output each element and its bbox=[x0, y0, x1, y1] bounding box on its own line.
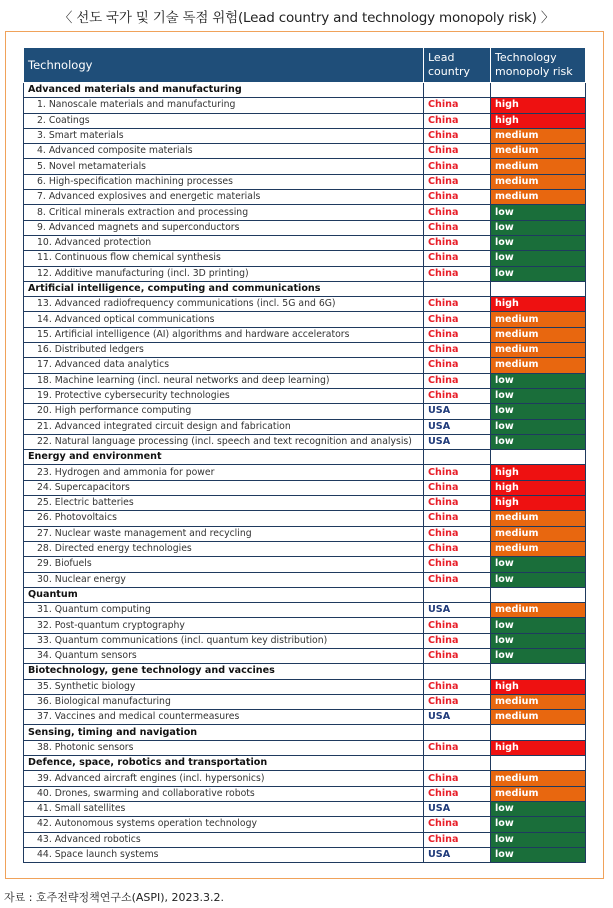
lead-country: China bbox=[424, 266, 491, 281]
technology-name: 32. Post-quantum cryptography bbox=[24, 618, 424, 633]
technology-name: 38. Photonic sensors bbox=[24, 740, 424, 755]
table-row bbox=[24, 404, 586, 419]
category-risk-empty bbox=[491, 587, 586, 602]
lead-country: China bbox=[424, 771, 491, 786]
technology-name: 43. Advanced robotics bbox=[24, 832, 424, 847]
technology-name: 39. Advanced aircraft engines (incl. hypersonics) bbox=[24, 771, 424, 786]
technology-name: 20. High performance computing bbox=[24, 404, 424, 419]
header-lead-country: Lead country bbox=[424, 48, 491, 83]
risk-badge: low bbox=[491, 801, 586, 816]
technology-name: 13. Advanced radiofrequency communications (incl. 5G and 6G) bbox=[24, 297, 424, 312]
table-row bbox=[24, 817, 586, 832]
category-risk-empty bbox=[491, 281, 586, 296]
technology-name: 41. Small satellites bbox=[24, 801, 424, 816]
table-row bbox=[24, 144, 586, 159]
table-row bbox=[24, 128, 586, 143]
lead-country: China bbox=[424, 511, 491, 526]
table-row bbox=[24, 327, 586, 342]
risk-badge: low bbox=[491, 251, 586, 266]
lead-country: China bbox=[424, 832, 491, 847]
technology-name: 21. Advanced integrated circuit design and fabrication bbox=[24, 419, 424, 434]
table-row bbox=[24, 388, 586, 403]
category-risk-empty bbox=[491, 83, 586, 98]
technology-name: 44. Space launch systems bbox=[24, 847, 424, 862]
table-row bbox=[24, 832, 586, 847]
technology-name: 35. Synthetic biology bbox=[24, 679, 424, 694]
category-row bbox=[24, 83, 586, 98]
table-row bbox=[24, 220, 586, 235]
lead-country: China bbox=[424, 694, 491, 709]
risk-badge: medium bbox=[491, 159, 586, 174]
risk-badge: medium bbox=[491, 541, 586, 556]
table-row bbox=[24, 572, 586, 587]
table-row bbox=[24, 205, 586, 220]
risk-badge: medium bbox=[491, 343, 586, 358]
table-row bbox=[24, 419, 586, 434]
technology-name: 23. Hydrogen and ammonia for power bbox=[24, 465, 424, 480]
table-row bbox=[24, 98, 586, 113]
header-technology: Technology bbox=[24, 48, 424, 83]
table-row bbox=[24, 312, 586, 327]
category-country-empty bbox=[424, 587, 491, 602]
category-country-empty bbox=[424, 83, 491, 98]
risk-badge: medium bbox=[491, 312, 586, 327]
category-country-empty bbox=[424, 756, 491, 771]
risk-badge: low bbox=[491, 388, 586, 403]
table-row bbox=[24, 710, 586, 725]
risk-badge: medium bbox=[491, 771, 586, 786]
table-row bbox=[24, 496, 586, 511]
table-row bbox=[24, 251, 586, 266]
risk-badge: low bbox=[491, 648, 586, 663]
category-row bbox=[24, 450, 586, 465]
category-name: Artificial intelligence, computing and communications bbox=[24, 281, 424, 296]
page-title: 〈 선도 국가 및 기술 독점 위험(Lead country and technology monopoly risk) 〉 bbox=[58, 10, 555, 26]
risk-badge: medium bbox=[491, 327, 586, 342]
source-note: 자료 : 호주전략정책연구소(ASPI), 2023.3.2. bbox=[4, 891, 225, 904]
technology-name: 9. Advanced magnets and superconductors bbox=[24, 220, 424, 235]
risk-badge: medium bbox=[491, 174, 586, 189]
table-row bbox=[24, 190, 586, 205]
lead-country: China bbox=[424, 633, 491, 648]
risk-badge: low bbox=[491, 235, 586, 250]
technology-name: 30. Nuclear energy bbox=[24, 572, 424, 587]
risk-badge: high bbox=[491, 480, 586, 495]
lead-country: China bbox=[424, 113, 491, 128]
risk-badge: low bbox=[491, 205, 586, 220]
lead-country: China bbox=[424, 235, 491, 250]
technology-name: 8. Critical minerals extraction and processing bbox=[24, 205, 424, 220]
risk-badge: high bbox=[491, 98, 586, 113]
category-country-empty bbox=[424, 281, 491, 296]
technology-name: 34. Quantum sensors bbox=[24, 648, 424, 663]
table-row bbox=[24, 618, 586, 633]
category-name: Defence, space, robotics and transportation bbox=[24, 756, 424, 771]
technology-name: 3. Smart materials bbox=[24, 128, 424, 143]
technology-name: 40. Drones, swarming and collaborative robots bbox=[24, 786, 424, 801]
category-country-empty bbox=[424, 450, 491, 465]
lead-country: China bbox=[424, 358, 491, 373]
technology-name: 17. Advanced data analytics bbox=[24, 358, 424, 373]
technology-name: 29. Biofuels bbox=[24, 557, 424, 572]
risk-badge: low bbox=[491, 557, 586, 572]
technology-name: 25. Electric batteries bbox=[24, 496, 424, 511]
risk-badge: medium bbox=[491, 144, 586, 159]
lead-country: China bbox=[424, 740, 491, 755]
lead-country: China bbox=[424, 144, 491, 159]
lead-country: China bbox=[424, 817, 491, 832]
table-row bbox=[24, 740, 586, 755]
table-row bbox=[24, 633, 586, 648]
table-row bbox=[24, 113, 586, 128]
risk-badge: high bbox=[491, 740, 586, 755]
technology-name: 31. Quantum computing bbox=[24, 603, 424, 618]
risk-badge: low bbox=[491, 817, 586, 832]
technology-name: 10. Advanced protection bbox=[24, 235, 424, 250]
lead-country: China bbox=[424, 205, 491, 220]
risk-badge: low bbox=[491, 220, 586, 235]
lead-country: China bbox=[424, 679, 491, 694]
technology-name: 27. Nuclear waste management and recycling bbox=[24, 526, 424, 541]
table-row bbox=[24, 343, 586, 358]
lead-country: China bbox=[424, 220, 491, 235]
category-name: Quantum bbox=[24, 587, 424, 602]
technology-name: 37. Vaccines and medical countermeasures bbox=[24, 710, 424, 725]
risk-badge: low bbox=[491, 847, 586, 862]
lead-country: China bbox=[424, 496, 491, 511]
lead-country: China bbox=[424, 572, 491, 587]
lead-country: China bbox=[424, 557, 491, 572]
risk-badge: medium bbox=[491, 358, 586, 373]
risk-badge: low bbox=[491, 419, 586, 434]
table-row bbox=[24, 511, 586, 526]
lead-country: China bbox=[424, 786, 491, 801]
risk-badge: high bbox=[491, 297, 586, 312]
table-body bbox=[24, 83, 586, 863]
lead-country: China bbox=[424, 480, 491, 495]
technology-name: 15. Artificial intelligence (AI) algorithms and hardware accelerators bbox=[24, 327, 424, 342]
technology-name: 36. Biological manufacturing bbox=[24, 694, 424, 709]
technology-name: 24. Supercapacitors bbox=[24, 480, 424, 495]
lead-country: USA bbox=[424, 603, 491, 618]
category-row bbox=[24, 664, 586, 679]
technology-risk-table bbox=[23, 47, 586, 863]
table-row bbox=[24, 526, 586, 541]
risk-badge: medium bbox=[491, 526, 586, 541]
risk-badge: medium bbox=[491, 694, 586, 709]
technology-name: 16. Distributed ledgers bbox=[24, 343, 424, 358]
table-row bbox=[24, 174, 586, 189]
technology-name: 11. Continuous flow chemical synthesis bbox=[24, 251, 424, 266]
category-row bbox=[24, 725, 586, 740]
lead-country: China bbox=[424, 98, 491, 113]
category-risk-empty bbox=[491, 664, 586, 679]
lead-country: USA bbox=[424, 434, 491, 449]
category-row bbox=[24, 587, 586, 602]
table-row bbox=[24, 480, 586, 495]
category-risk-empty bbox=[491, 450, 586, 465]
risk-badge: low bbox=[491, 832, 586, 847]
table-row bbox=[24, 465, 586, 480]
risk-badge: medium bbox=[491, 190, 586, 205]
risk-badge: low bbox=[491, 404, 586, 419]
lead-country: China bbox=[424, 312, 491, 327]
lead-country: USA bbox=[424, 419, 491, 434]
risk-badge: low bbox=[491, 434, 586, 449]
lead-country: China bbox=[424, 128, 491, 143]
table-row bbox=[24, 771, 586, 786]
table-row bbox=[24, 266, 586, 281]
technology-name: 2. Coatings bbox=[24, 113, 424, 128]
technology-name: 33. Quantum communications (incl. quantum key distribution) bbox=[24, 633, 424, 648]
table-row bbox=[24, 297, 586, 312]
category-name: Energy and environment bbox=[24, 450, 424, 465]
lead-country: China bbox=[424, 618, 491, 633]
lead-country: China bbox=[424, 541, 491, 556]
table-row bbox=[24, 159, 586, 174]
technology-name: 14. Advanced optical communications bbox=[24, 312, 424, 327]
lead-country: USA bbox=[424, 710, 491, 725]
lead-country: China bbox=[424, 251, 491, 266]
category-name: Biotechnology, gene technology and vaccines bbox=[24, 664, 424, 679]
category-risk-empty bbox=[491, 756, 586, 771]
table-row bbox=[24, 648, 586, 663]
risk-badge: medium bbox=[491, 786, 586, 801]
risk-badge: low bbox=[491, 618, 586, 633]
technology-name: 1. Nanoscale materials and manufacturing bbox=[24, 98, 424, 113]
table-row bbox=[24, 557, 586, 572]
table-row bbox=[24, 235, 586, 250]
table-row bbox=[24, 541, 586, 556]
technology-name: 19. Protective cybersecurity technologies bbox=[24, 388, 424, 403]
category-row bbox=[24, 281, 586, 296]
technology-name: 22. Natural language processing (incl. speech and text recognition and analysis) bbox=[24, 434, 424, 449]
lead-country: China bbox=[424, 373, 491, 388]
technology-name: 4. Advanced composite materials bbox=[24, 144, 424, 159]
technology-name: 26. Photovoltaics bbox=[24, 511, 424, 526]
category-risk-empty bbox=[491, 725, 586, 740]
lead-country: USA bbox=[424, 404, 491, 419]
table-row bbox=[24, 694, 586, 709]
lead-country: China bbox=[424, 526, 491, 541]
risk-badge: high bbox=[491, 113, 586, 128]
lead-country: China bbox=[424, 297, 491, 312]
lead-country: China bbox=[424, 159, 491, 174]
table-row bbox=[24, 434, 586, 449]
risk-badge: low bbox=[491, 266, 586, 281]
risk-badge: medium bbox=[491, 603, 586, 618]
technology-name: 7. Advanced explosives and energetic materials bbox=[24, 190, 424, 205]
risk-badge: medium bbox=[491, 511, 586, 526]
technology-name: 28. Directed energy technologies bbox=[24, 541, 424, 556]
risk-badge: low bbox=[491, 633, 586, 648]
technology-name: 5. Novel metamaterials bbox=[24, 159, 424, 174]
risk-badge: medium bbox=[491, 710, 586, 725]
lead-country: USA bbox=[424, 801, 491, 816]
technology-name: 18. Machine learning (incl. neural networks and deep learning) bbox=[24, 373, 424, 388]
table-row bbox=[24, 786, 586, 801]
technology-name: 6. High-specification machining processes bbox=[24, 174, 424, 189]
lead-country: China bbox=[424, 327, 491, 342]
table-row bbox=[24, 373, 586, 388]
risk-badge: low bbox=[491, 373, 586, 388]
lead-country: USA bbox=[424, 847, 491, 862]
table-header-row bbox=[24, 48, 586, 83]
category-name: Advanced materials and manufacturing bbox=[24, 83, 424, 98]
table-row bbox=[24, 801, 586, 816]
lead-country: China bbox=[424, 388, 491, 403]
lead-country: China bbox=[424, 174, 491, 189]
header-monopoly-risk: Technology monopoly risk bbox=[491, 48, 586, 83]
category-country-empty bbox=[424, 725, 491, 740]
table-row bbox=[24, 358, 586, 373]
lead-country: China bbox=[424, 648, 491, 663]
risk-badge: medium bbox=[491, 128, 586, 143]
table-row bbox=[24, 679, 586, 694]
technology-name: 42. Autonomous systems operation technology bbox=[24, 817, 424, 832]
category-row bbox=[24, 756, 586, 771]
risk-badge: low bbox=[491, 572, 586, 587]
risk-badge: high bbox=[491, 679, 586, 694]
risk-badge: high bbox=[491, 496, 586, 511]
table-row bbox=[24, 603, 586, 618]
category-name: Sensing, timing and navigation bbox=[24, 725, 424, 740]
lead-country: China bbox=[424, 465, 491, 480]
category-country-empty bbox=[424, 664, 491, 679]
technology-name: 12. Additive manufacturing (incl. 3D printing) bbox=[24, 266, 424, 281]
risk-badge: high bbox=[491, 465, 586, 480]
lead-country: China bbox=[424, 190, 491, 205]
lead-country: China bbox=[424, 343, 491, 358]
table-row bbox=[24, 847, 586, 862]
